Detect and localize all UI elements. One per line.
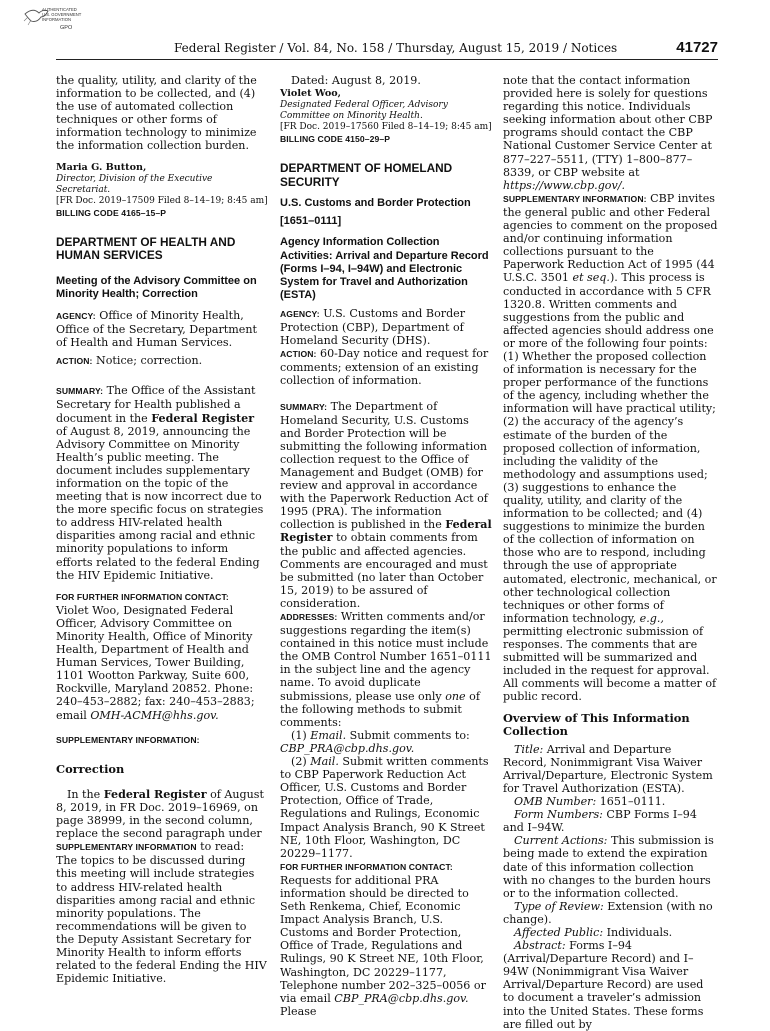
signer-title: Director, Division of the Executive Secretariat. bbox=[56, 173, 213, 195]
abstract-item: Abstract: Forms I–94 (Arrival/Departure Record) and I–94W (Nonimmigrant Visa Waiver Arrival/Departure Record) are used to document a traveler’s admission into the United States. These forms are filled out by bbox=[503, 939, 704, 1031]
summary-paragraph: SUMMARY: The Office of the Assistant Secretary for Health published a document in the Federal Register of August 8, 2019, announcing the Advisory Committee on Minority Health’s public meeting. The document includes supplementary information on the topic of the meeting that is now incorrect due to the more specific focus on strategies to address HIV-related health disparities among racial and ethnic minority populations to inform efforts related to the federal Ending the HIV Epidemic Initiative. bbox=[56, 384, 264, 582]
billing-code: BILLING CODE 4165–15–P bbox=[56, 207, 167, 218]
address-mail-item: (2) Mail. Submit written comments to CBP Paperwork Reduction Act Officer, U.S. Customs and Border Protection, Office of Trade, Regulations and Rulings, Economic Impact Analysis Branch, 90 K Street NE, 10th Floor, Washington, DC 20229–1177. bbox=[280, 755, 489, 860]
summary-paragraph: SUMMARY: The Department of Homeland Security, U.S. Customs and Border Protection will be submitting the following information collection request to the Office of Management and Budget (OMB) for review and approval in accordance with the Paperwork Reduction Act of 1995 (PRA). The information collection is published in the Federal Register to obtain comments from the public and affected agencies. Comments are encouraged and must be submitted (no later than October 15, 2019) to be assured of consideration. bbox=[280, 399, 492, 610]
agency-heading: DEPARTMENT OF HEALTH AND HUMAN SERVICES bbox=[56, 234, 236, 263]
seal-line-2: U.S. GOVERNMENT bbox=[42, 12, 82, 17]
continued-paragraph: note that the contact information provided here is solely for questions regarding this notice. Individuals seeking information about other CBP programs should contact the CBP National Customer Service Center at 877–227–5511, (TTY) 1–800–877–8339, or CBP website at https://www.cbp.gov/. bbox=[503, 74, 713, 192]
supplementary-label: SUPPLEMENTARY INFORMATION: bbox=[56, 734, 200, 745]
addresses-paragraph: ADDRESSES: Written comments and/or suggestions regarding the item(s) contained in this notice must include the OMB Control Number 1651–0111 in the subject line and the agency name. To avoid duplicate submissions, please use only one of the following methods to submit comments: bbox=[280, 610, 492, 729]
agency-paragraph: AGENCY: Office of Minority Health, Office of the Secretary, Department of Health and Human Services. bbox=[56, 308, 257, 350]
column-2 bbox=[280, 74, 492, 1018]
action-paragraph: ACTION: Notice; correction. bbox=[56, 354, 203, 368]
current-actions-item: Current Actions: This submission is being made to extend the expiration date of this information collection with no changes to the burden hours or to the information collected. bbox=[503, 834, 714, 900]
action-paragraph: ACTION: 60-Day notice and request for comments; extension of an existing collection of information. bbox=[280, 347, 489, 388]
fr-doc-line: [FR Doc. 2019–17560 Filed 8–14–19; 8:45 am] bbox=[280, 122, 492, 133]
form-numbers-item: Form Numbers: CBP Forms I–94 and I–94W. bbox=[503, 808, 697, 835]
correction-paragraph: In the Federal Register of August 8, 2019, in FR Doc. 2019–16969, on page 38999, in the second column, replace the second paragraph under SUPPLEMENTARY INFORMATION to read: The topics to be discussed during this meeting will include strategies to address HIV-related health disparities among racial and ethnic minority populations. The recommendations will be given to the Deputy Assistant Secretary for Minority Health to inform efforts related to the federal Ending the HIV Epidemic Initiative. bbox=[56, 787, 267, 986]
signer-title: Designated Federal Officer, Advisory Committee on Minority Health. bbox=[280, 100, 448, 122]
agency-paragraph: AGENCY: U.S. Customs and Border Protection (CBP), Department of Homeland Security (DHS). bbox=[280, 306, 466, 348]
omb-number-item: OMB Number: 1651–0111. bbox=[514, 795, 666, 809]
agency-heading: DEPARTMENT OF HOMELAND SECURITY bbox=[280, 161, 453, 189]
supplementary-paragraph: SUPPLEMENTARY INFORMATION: CBP invites the general public and other Federal agencies to comment on the proposed and/or continuing information collections pursuant to the Paperwork Reduction Act of 1995 (44 U.S.C. 3501 et seq.). This process is conducted in accordance with 5 CFR 1320.8. Written comments and suggestions from the public and affected agencies should address one or more of the following four points: (1) Whether the proposed collection of information is necessary for the proper performance of the functions of the agency, including whether the information will have practical utility; (2) the accuracy of the agency’s estimate of the burden of the proposed collection of information, including the validity of the methodology and assumptions used; (3) suggestions to enhance the quality, utility, and clarity of the information to be collected; and (4) suggestions to minimize the burden of the collection of information on those who are to respond, including through the use of appropriate automated, electronic, mechanical, or other technological collection techniques or other forms of information technology, e.g., permitting electronic submission of responses. The comments that are submitted will be summarized and included in the request for approval. All comments will become a matter of public record. bbox=[503, 191, 718, 704]
running-head: Federal Register / Vol. 84, No. 158 / Thursday, August 15, 2019 / Notices bbox=[174, 41, 618, 55]
column-1 bbox=[56, 74, 268, 985]
overview-heading: Overview of This Information Collection bbox=[503, 710, 690, 738]
notice-subject: Agency Information Collection Activities: Arrival and Departure Record (Forms I–94, I–94W) and Electronic System for Travel and Authorization (ESTA) bbox=[280, 236, 489, 301]
address-email-item: (1) Email. Submit comments to: CBP_PRA@cbp.dhs.gov. bbox=[280, 728, 470, 755]
signer-name: Violet Woo, bbox=[280, 88, 341, 100]
docket-number: [1651–0111] bbox=[280, 215, 342, 228]
signer-name: Maria G. Button, bbox=[56, 161, 147, 173]
notice-subject: Meeting of the Advisory Committee on Minority Health; Correction bbox=[56, 274, 257, 300]
fr-doc-line: [FR Doc. 2019–17509 Filed 8–14–19; 8:45 am] bbox=[56, 195, 268, 206]
page-number: 41727 bbox=[676, 39, 718, 56]
seal-line-4: GPO bbox=[60, 25, 73, 31]
ffic-paragraph: FOR FURTHER INFORMATION CONTACT: Violet Woo, Designated Federal Officer, Advisory Committee on Minority Health, Office of Minority Health, Department of Health and Human Services, Tower Building, 1101 Wootton Parkway, Suite 600, Rockville, Maryland 20852. Phone: 240–453–2882; fax: 240–453–2883; email OMH-ACMH@hhs.gov. bbox=[56, 591, 255, 722]
gpo-authentication-seal bbox=[19, 5, 82, 39]
column-3 bbox=[503, 74, 718, 1031]
affected-public-item: Affected Public: Individuals. bbox=[514, 926, 673, 939]
type-of-review-item: Type of Review: Extension (with no change). bbox=[503, 899, 713, 926]
seal-line-3: INFORMATION bbox=[42, 17, 71, 22]
billing-code: BILLING CODE 4150–29–P bbox=[280, 134, 391, 145]
ffic-paragraph: FOR FURTHER INFORMATION CONTACT: Requests for additional PRA information should be directed to Seth Renkema, Chief, Economic Impact Analysis Branch, U.S. Customs and Border Protection, Office of Trade, Regulations and Rulings, 90 K Street NE, 10th Floor, Washington, DC 20229–1177, Telephone number 202–325–0056 or via email CBP_PRA@cbp.dhs.gov. Please bbox=[280, 861, 486, 1018]
seal-line-1: AUTHENTICATED bbox=[42, 7, 77, 12]
dated-line: Dated: August 8, 2019. bbox=[291, 74, 421, 87]
title-item: Title: Arrival and Departure Record, Nonimmigrant Visa Waiver Arrival/Departure, Electronic System for Travel Authorization (ESTA). bbox=[503, 742, 713, 795]
correction-heading: Correction bbox=[56, 761, 125, 776]
sub-agency: U.S. Customs and Border Protection bbox=[280, 197, 471, 210]
continued-paragraph: the quality, utility, and clarity of the information to be collected, and (4) the use of automated collection techniques or other forms of information technology to minimize the information collection burden. bbox=[56, 74, 257, 153]
header-rule bbox=[56, 59, 718, 60]
